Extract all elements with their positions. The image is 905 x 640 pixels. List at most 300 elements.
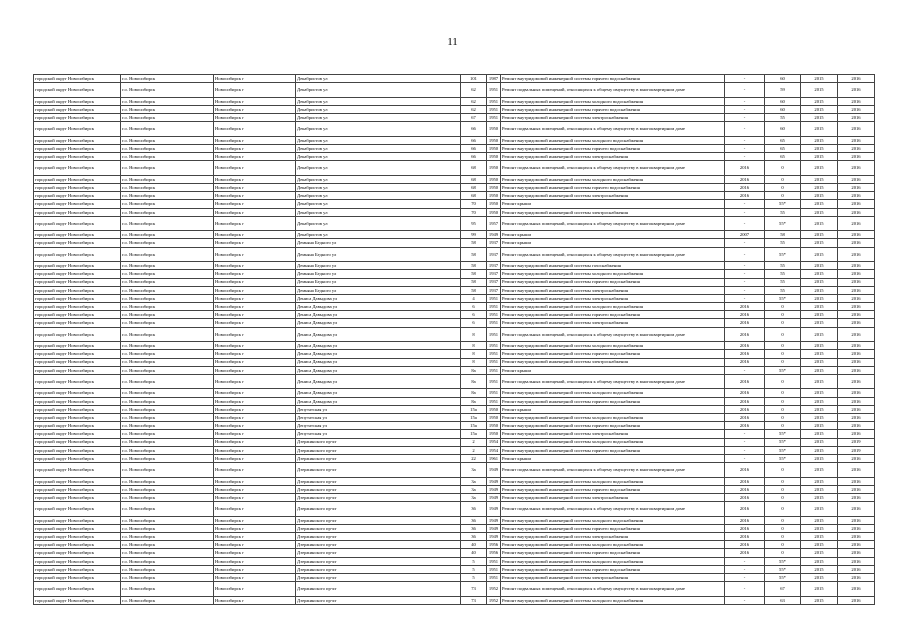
table-row [34, 239, 875, 247]
locality-cell: Новосибирск г [214, 596, 296, 604]
municipality-cell: городской округ Новосибирск [34, 454, 121, 462]
wear-percent-cell: 0 [765, 303, 801, 311]
municipality-cell: городской округ Новосибирск [34, 565, 121, 573]
city-cell: г.о. Новосибирск [121, 311, 214, 319]
period-start-cell: 2015 [801, 278, 838, 286]
period-end-cell: 2016 [838, 557, 875, 565]
period-end-cell: 2016 [838, 374, 875, 389]
repair-type-cell: Ремонт внутридомовой инженерной системы холодного водоснабжения [501, 270, 725, 278]
wear-percent-cell: 0 [765, 192, 801, 200]
street-cell: Декабристов ул [296, 153, 461, 161]
wear-percent-cell: 0 [765, 413, 801, 421]
repair-done-year-cell: - [725, 200, 765, 208]
table-row [34, 294, 875, 302]
period-start-cell: 2015 [801, 161, 838, 176]
locality-cell: Новосибирск г [214, 430, 296, 438]
period-end-cell: 2016 [838, 153, 875, 161]
street-cell: Дениса Давыдова ул [296, 358, 461, 366]
period-end-cell: 2016 [838, 262, 875, 270]
repair-done-year-cell: 2016 [725, 533, 765, 541]
year-built-cell: 1949 [487, 502, 501, 517]
street-cell: Демьяна Бедного ул [296, 247, 461, 262]
wear-percent-cell: 55 [765, 208, 801, 216]
city-cell: г.о. Новосибирск [121, 454, 214, 462]
municipality-cell: городской округ Новосибирск [34, 430, 121, 438]
locality-cell: Новосибирск г [214, 541, 296, 549]
period-start-cell: 2015 [801, 114, 838, 122]
page-number: 11 [447, 36, 458, 48]
year-built-cell: 1949 [487, 516, 501, 524]
city-cell: г.о. Новосибирск [121, 216, 214, 231]
period-start-cell: 2015 [801, 350, 838, 358]
year-built-cell: 1949 [487, 533, 501, 541]
period-start-cell: 2015 [801, 200, 838, 208]
house-number-cell: 3а [461, 477, 487, 485]
wear-percent-cell: 55* [765, 247, 801, 262]
period-start-cell: 2015 [801, 430, 838, 438]
wear-percent-cell: 0 [765, 175, 801, 183]
table-row [34, 161, 875, 176]
wear-percent-cell: 0 [765, 350, 801, 358]
municipality-cell: городской округ Новосибирск [34, 405, 121, 413]
year-built-cell: 1937 [487, 278, 501, 286]
period-start-cell: 2015 [801, 311, 838, 319]
locality-cell: Новосибирск г [214, 463, 296, 478]
municipality-cell: городской округ Новосибирск [34, 83, 121, 98]
repair-type-cell: Ремонт внутридомовой инженерной системы холодного водоснабжения [501, 389, 725, 397]
municipality-cell: городской округ Новосибирск [34, 350, 121, 358]
city-cell: г.о. Новосибирск [121, 549, 214, 557]
street-cell: Дзержинского пр-кт [296, 533, 461, 541]
street-cell: Дзержинского пр-кт [296, 463, 461, 478]
street-cell: Демьяна Бедного ул [296, 239, 461, 247]
period-end-cell: 2016 [838, 477, 875, 485]
period-end-cell: 2016 [838, 533, 875, 541]
period-end-cell: 2016 [838, 405, 875, 413]
year-built-cell: 1949 [487, 524, 501, 532]
city-cell: г.о. Новосибирск [121, 533, 214, 541]
table-row [34, 541, 875, 549]
year-built-cell: 1951 [487, 389, 501, 397]
municipality-cell: городской округ Новосибирск [34, 327, 121, 342]
year-built-cell: 1937 [487, 239, 501, 247]
period-start-cell: 2015 [801, 438, 838, 446]
period-start-cell: 2015 [801, 413, 838, 421]
municipality-cell: городской округ Новосибирск [34, 136, 121, 144]
wear-percent-cell: 59 [765, 83, 801, 98]
period-end-cell: 2016 [838, 286, 875, 294]
table-row [34, 153, 875, 161]
wear-percent-cell: 55 [765, 286, 801, 294]
street-cell: Дениса Давыдова ул [296, 389, 461, 397]
house-number-cell: 5 [461, 573, 487, 581]
street-cell: Дзержинского пр-кт [296, 477, 461, 485]
wear-percent-cell: 65 [765, 144, 801, 152]
table-row [34, 286, 875, 294]
period-start-cell: 2015 [801, 153, 838, 161]
street-cell: Декабристов ул [296, 136, 461, 144]
year-built-cell: 1950 [487, 413, 501, 421]
repair-done-year-cell: - [725, 153, 765, 161]
wear-percent-cell: 0 [765, 342, 801, 350]
period-start-cell: 2015 [801, 184, 838, 192]
period-start-cell: 2015 [801, 389, 838, 397]
house-number-cell: 8а [461, 389, 487, 397]
street-cell: Дениса Давыдова ул [296, 350, 461, 358]
locality-cell: Новосибирск г [214, 97, 296, 105]
period-start-cell: 2015 [801, 477, 838, 485]
city-cell: г.о. Новосибирск [121, 270, 214, 278]
municipality-cell: городской округ Новосибирск [34, 533, 121, 541]
wear-percent-cell: 60 [765, 105, 801, 113]
city-cell: г.о. Новосибирск [121, 247, 214, 262]
period-start-cell: 2015 [801, 516, 838, 524]
table-row [34, 533, 875, 541]
repair-done-year-cell: 2007 [725, 231, 765, 239]
house-number-cell: 6 [461, 303, 487, 311]
street-cell: Демьяна Бедного ул [296, 286, 461, 294]
house-number-cell: 70 [461, 200, 487, 208]
repair-type-cell: Ремонт внутридомовой инженерной системы горячего водоснабжения [501, 549, 725, 557]
table-row [34, 557, 875, 565]
repair-type-cell: Ремонт внутридомовой инженерной системы горячего водоснабжения [501, 524, 725, 532]
repair-type-cell: Ремонт крыши [501, 366, 725, 374]
period-start-cell: 2015 [801, 303, 838, 311]
municipality-cell: городской округ Новосибирск [34, 144, 121, 152]
locality-cell: Новосибирск г [214, 493, 296, 501]
year-built-cell: 1949 [487, 477, 501, 485]
house-number-cell: 36 [461, 502, 487, 517]
city-cell: г.о. Новосибирск [121, 397, 214, 405]
repair-done-year-cell: 2016 [725, 342, 765, 350]
street-cell: Депутатская ул [296, 413, 461, 421]
house-number-cell: 15а [461, 413, 487, 421]
repair-type-cell: Ремонт внутридомовой инженерной системы холодного водоснабжения [501, 97, 725, 105]
table-row [34, 200, 875, 208]
locality-cell: Новосибирск г [214, 278, 296, 286]
period-end-cell: 2016 [838, 485, 875, 493]
table-row [34, 524, 875, 532]
city-cell: г.о. Новосибирск [121, 286, 214, 294]
street-cell: Декабристов ул [296, 231, 461, 239]
municipality-cell: городской округ Новосибирск [34, 161, 121, 176]
locality-cell: Новосибирск г [214, 208, 296, 216]
repair-done-year-cell: 2016 [725, 389, 765, 397]
period-end-cell: 2016 [838, 184, 875, 192]
street-cell: Дзержинского пр-кт [296, 541, 461, 549]
repair-done-year-cell: 2016 [725, 358, 765, 366]
repair-done-year-cell: 2016 [725, 161, 765, 176]
repair-done-year-cell: - [725, 366, 765, 374]
house-number-cell: 99 [461, 231, 487, 239]
period-end-cell: 2016 [838, 311, 875, 319]
house-number-cell: 8а [461, 374, 487, 389]
table-row [34, 311, 875, 319]
locality-cell: Новосибирск г [214, 397, 296, 405]
locality-cell: Новосибирск г [214, 192, 296, 200]
locality-cell: Новосибирск г [214, 502, 296, 517]
year-built-cell: 1950 [487, 144, 501, 152]
table-row [34, 405, 875, 413]
wear-percent-cell: 0 [765, 184, 801, 192]
locality-cell: Новосибирск г [214, 216, 296, 231]
wear-percent-cell: 0 [765, 524, 801, 532]
house-number-cell: 58 [461, 262, 487, 270]
table-row [34, 327, 875, 342]
year-built-cell: 1951 [487, 327, 501, 342]
municipality-cell: городской округ Новосибирск [34, 413, 121, 421]
year-built-cell: 1950 [487, 136, 501, 144]
table-row [34, 192, 875, 200]
street-cell: Дениса Давыдова ул [296, 294, 461, 302]
table-row [34, 366, 875, 374]
street-cell: Дениса Давыдова ул [296, 327, 461, 342]
repair-type-cell: Ремонт внутридомовой инженерной системы холодного водоснабжения [501, 136, 725, 144]
house-number-cell: 8 [461, 358, 487, 366]
period-end-cell: 2016 [838, 294, 875, 302]
repair-done-year-cell: - [725, 208, 765, 216]
repair-done-year-cell: 2016 [725, 327, 765, 342]
repair-type-cell: Ремонт внутридомовой инженерной системы горячего водоснабжения [501, 565, 725, 573]
table-row [34, 231, 875, 239]
repair-type-cell: Ремонт подвальных помещений, относящихся к общему имуществу в многоквартирном доме [501, 463, 725, 478]
repair-type-cell: Ремонт внутридомовой инженерной системы горячего водоснабжения [501, 397, 725, 405]
locality-cell: Новосибирск г [214, 83, 296, 98]
street-cell: Дзержинского пр-кт [296, 438, 461, 446]
house-number-cell: 40 [461, 549, 487, 557]
city-cell: г.о. Новосибирск [121, 327, 214, 342]
city-cell: г.о. Новосибирск [121, 463, 214, 478]
wear-percent-cell: 60 [765, 122, 801, 137]
year-built-cell: 1951 [487, 366, 501, 374]
house-number-cell: 6 [461, 319, 487, 327]
table-row [34, 413, 875, 421]
house-number-cell: 68 [461, 175, 487, 183]
table-row [34, 422, 875, 430]
repair-type-cell: Ремонт подвальных помещений, относящихся к общему имуществу в многоквартирном доме [501, 502, 725, 517]
repair-type-cell: Ремонт подвальных помещений, относящихся к общему имуществу в многоквартирном доме [501, 83, 725, 98]
city-cell: г.о. Новосибирск [121, 374, 214, 389]
period-end-cell: 2016 [838, 541, 875, 549]
repair-done-year-cell: 2016 [725, 463, 765, 478]
city-cell: г.о. Новосибирск [121, 422, 214, 430]
table-row [34, 573, 875, 581]
wear-percent-cell: 55* [765, 216, 801, 231]
period-start-cell: 2015 [801, 454, 838, 462]
wear-percent-cell: 0 [765, 485, 801, 493]
municipality-cell: городской округ Новосибирск [34, 374, 121, 389]
municipality-cell: городской округ Новосибирск [34, 524, 121, 532]
year-built-cell: 1951 [487, 342, 501, 350]
repair-type-cell: Ремонт крыши [501, 200, 725, 208]
repair-done-year-cell: - [725, 557, 765, 565]
period-start-cell: 2015 [801, 231, 838, 239]
city-cell: г.о. Новосибирск [121, 319, 214, 327]
house-number-cell: 4 [461, 294, 487, 302]
street-cell: Демьяна Бедного ул [296, 270, 461, 278]
house-number-cell: 3а [461, 463, 487, 478]
repair-done-year-cell: 2016 [725, 175, 765, 183]
year-built-cell: 1937 [487, 262, 501, 270]
repair-done-year-cell: 2016 [725, 549, 765, 557]
period-end-cell: 2016 [838, 463, 875, 478]
city-cell: г.о. Новосибирск [121, 502, 214, 517]
table-row [34, 208, 875, 216]
repair-done-year-cell: - [725, 278, 765, 286]
repair-type-cell: Ремонт внутридомовой инженерной системы горячего водоснабжения [501, 105, 725, 113]
year-built-cell: 1950 [487, 122, 501, 137]
locality-cell: Новосибирск г [214, 573, 296, 581]
municipality-cell: городской округ Новосибирск [34, 557, 121, 565]
period-start-cell: 2015 [801, 463, 838, 478]
city-cell: г.о. Новосибирск [121, 239, 214, 247]
house-number-cell: 2 [461, 446, 487, 454]
municipality-cell: городской округ Новосибирск [34, 549, 121, 557]
table-row [34, 446, 875, 454]
table-row [34, 216, 875, 231]
street-cell: Дзержинского пр-кт [296, 565, 461, 573]
house-number-cell: 6 [461, 311, 487, 319]
repair-done-year-cell: - [725, 294, 765, 302]
period-start-cell: 2015 [801, 565, 838, 573]
locality-cell: Новосибирск г [214, 405, 296, 413]
repair-done-year-cell: 2016 [725, 524, 765, 532]
municipality-cell: городской округ Новосибирск [34, 75, 121, 83]
table-row [34, 319, 875, 327]
house-number-cell: 58 [461, 286, 487, 294]
wear-percent-cell: 65 [765, 136, 801, 144]
table-row [34, 596, 875, 604]
period-start-cell: 2015 [801, 83, 838, 98]
street-cell: Дзержинского пр-кт [296, 549, 461, 557]
table-body [34, 75, 875, 605]
year-built-cell: 1951 [487, 350, 501, 358]
city-cell: г.о. Новосибирск [121, 350, 214, 358]
period-end-cell: 2016 [838, 114, 875, 122]
city-cell: г.о. Новосибирск [121, 524, 214, 532]
locality-cell: Новосибирск г [214, 342, 296, 350]
municipality-cell: городской округ Новосибирск [34, 184, 121, 192]
wear-percent-cell: 55 [765, 114, 801, 122]
street-cell: Демьяна Бедного ул [296, 262, 461, 270]
period-end-cell: 2019 [838, 438, 875, 446]
locality-cell: Новосибирск г [214, 319, 296, 327]
repair-done-year-cell: - [725, 97, 765, 105]
wear-percent-cell: 55* [765, 200, 801, 208]
table-row [34, 75, 875, 83]
period-end-cell: 2016 [838, 454, 875, 462]
locality-cell: Новосибирск г [214, 389, 296, 397]
city-cell: г.о. Новосибирск [121, 200, 214, 208]
wear-percent-cell: 60 [765, 97, 801, 105]
repair-done-year-cell: 2016 [725, 541, 765, 549]
city-cell: г.о. Новосибирск [121, 161, 214, 176]
repair-type-cell: Ремонт внутридомовой инженерной системы электроснабжения [501, 319, 725, 327]
wear-percent-cell: 0 [765, 422, 801, 430]
repair-type-cell: Ремонт крыши [501, 405, 725, 413]
period-end-cell: 2016 [838, 144, 875, 152]
repair-type-cell: Ремонт подвальных помещений, относящихся к общему имуществу в многоквартирном доме [501, 374, 725, 389]
locality-cell: Новосибирск г [214, 358, 296, 366]
municipality-cell: городской округ Новосибирск [34, 366, 121, 374]
period-start-cell: 2015 [801, 270, 838, 278]
house-number-cell: 15а [461, 430, 487, 438]
locality-cell: Новосибирск г [214, 75, 296, 83]
municipality-cell: городской округ Новосибирск [34, 270, 121, 278]
repair-type-cell: Ремонт внутридомовой инженерной системы горячего водоснабжения [501, 75, 725, 83]
period-start-cell: 2015 [801, 366, 838, 374]
municipality-cell: городской округ Новосибирск [34, 303, 121, 311]
table-row [34, 485, 875, 493]
city-cell: г.о. Новосибирск [121, 493, 214, 501]
repair-done-year-cell: 2016 [725, 319, 765, 327]
municipality-cell: городской округ Новосибирск [34, 175, 121, 183]
period-start-cell: 2015 [801, 192, 838, 200]
repair-done-year-cell: 2016 [725, 516, 765, 524]
year-built-cell: 1951 [487, 557, 501, 565]
repair-type-cell: Ремонт внутридомовой инженерной системы горячего водоснабжения [501, 485, 725, 493]
period-end-cell: 2016 [838, 270, 875, 278]
year-built-cell: 1961 [487, 454, 501, 462]
table-row [34, 122, 875, 137]
municipality-cell: городской округ Новосибирск [34, 97, 121, 105]
house-number-cell: 73 [461, 582, 487, 597]
municipality-cell: городской округ Новосибирск [34, 463, 121, 478]
municipality-cell: городской округ Новосибирск [34, 262, 121, 270]
table-row [34, 262, 875, 270]
period-end-cell: 2016 [838, 278, 875, 286]
city-cell: г.о. Новосибирск [121, 582, 214, 597]
period-end-cell: 2016 [838, 208, 875, 216]
street-cell: Дениса Давыдова ул [296, 311, 461, 319]
city-cell: г.о. Новосибирск [121, 303, 214, 311]
repair-type-cell: Ремонт внутридомовой инженерной системы электроснабжения [501, 153, 725, 161]
period-end-cell: 2016 [838, 549, 875, 557]
house-number-cell: 58 [461, 239, 487, 247]
period-start-cell: 2015 [801, 493, 838, 501]
table-row [34, 438, 875, 446]
repair-done-year-cell: - [725, 430, 765, 438]
repair-type-cell: Ремонт внутридомовой инженерной системы электроснабжения [501, 533, 725, 541]
repair-type-cell: Ремонт внутридомовой инженерной системы холодного водоснабжения [501, 596, 725, 604]
city-cell: г.о. Новосибирск [121, 485, 214, 493]
period-start-cell: 2015 [801, 557, 838, 565]
repair-type-cell: Ремонт внутридомовой инженерной системы электроснабжения [501, 294, 725, 302]
repair-type-cell: Ремонт внутридомовой инженерной системы электроснабжения [501, 573, 725, 581]
wear-percent-cell: 55 [765, 278, 801, 286]
table-row [34, 114, 875, 122]
repair-done-year-cell: - [725, 247, 765, 262]
street-cell: Депутатская ул [296, 405, 461, 413]
repair-type-cell: Ремонт внутридомовой инженерной системы холодного водоснабжения [501, 342, 725, 350]
repair-type-cell: Ремонт внутридомовой инженерной системы горячего водоснабжения [501, 350, 725, 358]
house-number-cell: 36 [461, 533, 487, 541]
repair-done-year-cell: 2016 [725, 413, 765, 421]
city-cell: г.о. Новосибирск [121, 294, 214, 302]
municipality-cell: городской округ Новосибирск [34, 389, 121, 397]
house-number-cell: 58 [461, 270, 487, 278]
table-row [34, 136, 875, 144]
house-number-cell: 73 [461, 596, 487, 604]
house-number-cell: 8а [461, 366, 487, 374]
municipality-cell: городской округ Новосибирск [34, 582, 121, 597]
repair-done-year-cell: - [725, 286, 765, 294]
house-number-cell: 58 [461, 278, 487, 286]
locality-cell: Новосибирск г [214, 247, 296, 262]
locality-cell: Новосибирск г [214, 557, 296, 565]
municipality-cell: городской округ Новосибирск [34, 596, 121, 604]
period-start-cell: 2015 [801, 175, 838, 183]
